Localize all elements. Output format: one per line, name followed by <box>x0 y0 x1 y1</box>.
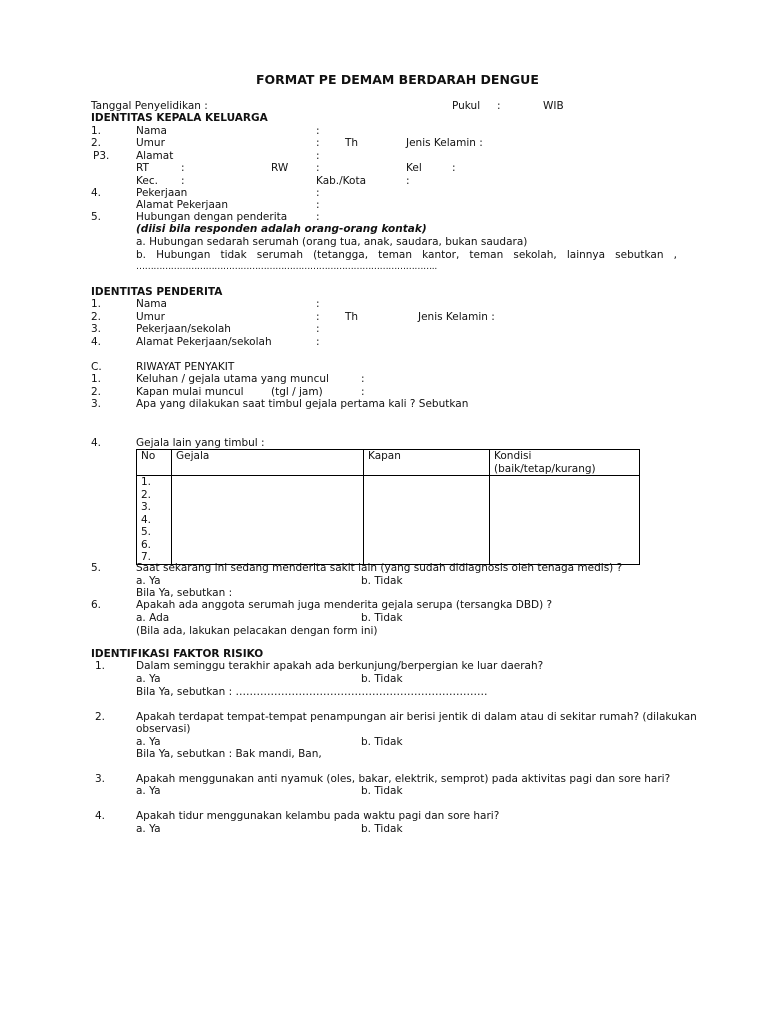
table-header-kapan: Kapan <box>364 450 490 476</box>
kk-dotted-line: ………………………………………………………………………………………….. <box>136 262 437 272</box>
riwayat-kapan-label: Kapan mulai muncul <box>136 386 244 398</box>
kk-heading: IDENTITAS KEPALA KELUARGA <box>91 112 268 124</box>
riwayat-num-3: 3. <box>91 398 102 410</box>
kk-option-b-word: (tetangga, <box>313 249 369 261</box>
kk-nama-label: Nama <box>136 125 167 137</box>
kk-alamat-pekerjaan-label: Alamat Pekerjaan <box>136 199 228 211</box>
risiko-q1: Dalam seminggu terakhir apakah ada berkunjung/berpergian ke luar daerah? <box>136 660 544 672</box>
kk-kel-label: Kel <box>406 162 422 174</box>
table-header-kondisi <box>490 450 640 476</box>
penderita-pekerjaan-colon: : <box>316 323 320 335</box>
kk-pekerjaan-colon: : <box>316 187 320 199</box>
gejala-table <box>136 449 640 565</box>
table-row-number: 3. <box>141 501 152 513</box>
riwayat-num-2: 2. <box>91 386 102 398</box>
penderita-num-4: 4. <box>91 336 102 348</box>
kk-nama-colon: : <box>316 125 320 137</box>
risiko-q4-ya: a. Ya <box>136 823 161 835</box>
kk-option-b-word: sebutkan <box>615 249 664 261</box>
penderita-alamat-label: Alamat Pekerjaan/sekolah <box>136 336 272 348</box>
pukul-label: Pukul <box>452 100 481 112</box>
kk-option-b-word: serumah <box>256 249 303 261</box>
kk-pekerjaan-label: Pekerjaan <box>136 187 188 199</box>
tanggal-label: Tanggal Penyelidikan : <box>91 100 208 112</box>
penderita-num-2: 2. <box>91 311 102 323</box>
risiko-num-2: 2. <box>95 711 106 723</box>
kk-th-label: Th <box>345 137 359 149</box>
penderita-heading: IDENTITAS PENDERITA <box>91 286 223 298</box>
risiko-q2-ya: a. Ya <box>136 736 161 748</box>
table-header-gejala: Gejala <box>172 450 364 476</box>
kk-kel-colon: : <box>452 162 456 174</box>
kk-hubungan-label: Hubungan dengan penderita <box>136 211 288 223</box>
table-row-number: 1. <box>141 476 152 488</box>
riwayat-anggota-tidak: b. Tidak <box>361 612 403 624</box>
risiko-q2-tidak: b. Tidak <box>361 736 403 748</box>
riwayat-keluhan-colon: : <box>361 373 365 385</box>
kk-option-b-word: , <box>673 249 677 261</box>
riwayat-sakit-lain-question: Saat sekarang ini sedang menderita sakit lain (yang sudah didiagnosis oleh tenaga medis) ? <box>136 562 623 574</box>
wib-label: WIB <box>543 100 564 112</box>
table-cell-kondisi[interactable] <box>490 476 640 565</box>
penderita-umur-colon: : <box>316 311 320 323</box>
riwayat-bila-ya: Bila Ya, sebutkan : <box>136 587 233 599</box>
risiko-q4: Apakah tidur menggunakan kelambu pada waktu pagi dan sore hari? <box>136 810 500 822</box>
riwayat-bila-ada: (Bila ada, lakukan pelacakan dengan form ini) <box>136 625 378 637</box>
kk-umur-colon: : <box>316 137 320 149</box>
table-row-numbers <box>137 476 172 565</box>
kk-option-b-word: tidak <box>220 249 247 261</box>
risiko-q2-bila: Bila Ya, sebutkan : Bak mandi, Ban, <box>136 748 322 760</box>
kk-option-b-word: b. <box>136 249 147 261</box>
riwayat-section-letter: C. <box>91 361 102 373</box>
risiko-num-3: 3. <box>95 773 106 785</box>
risiko-q1-bila: Bila Ya, sebutkan : ……………………………………………………………… <box>136 686 488 698</box>
risiko-q3: Apakah menggunakan anti nyamuk (oles, bakar, elektrik, semprot) pada aktivitas pagi dan sore hari? <box>136 773 671 785</box>
riwayat-keluhan-label: Keluhan / gejala utama yang muncul <box>136 373 329 385</box>
pukul-colon: : <box>497 100 501 112</box>
kk-option-a: a. Hubungan sedarah serumah (orang tua, anak, saudara, bukan saudara) <box>136 236 528 248</box>
riwayat-kapan-colon: : <box>361 386 365 398</box>
penderita-umur-label: Umur <box>136 311 165 323</box>
kk-num-5: 5. <box>91 211 102 223</box>
kk-kec-label: Kec. <box>136 175 158 187</box>
table-header-kondisi-label: Kondisi <box>494 450 532 462</box>
kk-num-2: 2. <box>91 137 102 149</box>
kk-jk-label: Jenis Kelamin : <box>406 137 483 149</box>
penderita-num-3: 3. <box>91 323 102 335</box>
riwayat-num-6: 6. <box>91 599 102 611</box>
risiko-num-1: 1. <box>95 660 106 672</box>
risiko-q2-cont: observasi) <box>136 723 191 735</box>
risiko-heading: IDENTIFIKASI FAKTOR RISIKO <box>91 648 264 660</box>
penderita-th-label: Th <box>345 311 359 323</box>
risiko-q3-tidak: b. Tidak <box>361 785 403 797</box>
riwayat-num-5: 5. <box>91 562 102 574</box>
table-header-no: No <box>137 450 172 476</box>
kk-alamat-label: Alamat <box>136 150 174 162</box>
penderita-jk-label: Jenis Kelamin : <box>418 311 495 323</box>
riwayat-apa-label: Apa yang dilakukan saat timbul gejala pertama kali ? Sebutkan <box>136 398 469 410</box>
penderita-nama-colon: : <box>316 298 320 310</box>
penderita-num-1: 1. <box>91 298 102 310</box>
kk-kab-label: Kab./Kota <box>316 175 367 187</box>
kk-kec-colon: : <box>181 175 185 187</box>
table-row-number: 6. <box>141 538 152 551</box>
kk-hubungan-colon: : <box>316 211 320 223</box>
risiko-q2: Apakah terdapat tempat-tempat penampungan air berisi jentik di dalam atau di sekitar rumah? (dilakukan <box>136 711 697 723</box>
kk-rw-label: RW <box>271 162 289 174</box>
riwayat-gejala-lain-label: Gejala lain yang timbul : <box>136 437 265 449</box>
kk-kab-colon: : <box>406 175 410 187</box>
riwayat-sakit-lain-ya: a. Ya <box>136 575 161 587</box>
risiko-q1-ya: a. Ya <box>136 673 161 685</box>
kk-note: (diisi bila responden adalah orang-orang kontak) <box>136 223 427 235</box>
penderita-pekerjaan-label: Pekerjaan/sekolah <box>136 323 231 335</box>
table-row-number: 4. <box>141 513 152 526</box>
table-row-number: 7. <box>141 551 152 563</box>
table-header-kondisi-sub: (baik/tetap/kurang) <box>494 462 596 475</box>
table-row <box>137 476 640 565</box>
riwayat-sakit-lain-tidak: b. Tidak <box>361 575 403 587</box>
kk-num-4: 4. <box>91 187 102 199</box>
table-cell-kapan[interactable] <box>364 476 490 565</box>
penderita-alamat-colon: : <box>316 336 320 348</box>
kk-num-3: P3. <box>93 150 110 162</box>
kk-option-b-word: lainnya <box>566 249 606 261</box>
kk-option-b-word: sekolah, <box>513 249 557 261</box>
riwayat-heading: RIWAYAT PENYAKIT <box>136 361 235 373</box>
risiko-q1-tidak: b. Tidak <box>361 673 403 685</box>
kk-option-b-word: teman <box>469 249 504 261</box>
kk-num-1: 1. <box>91 125 102 137</box>
riwayat-anggota-question: Apakah ada anggota serumah juga menderita gejala serupa (tersangka DBD) ? <box>136 599 553 611</box>
risiko-q4-tidak: b. Tidak <box>361 823 403 835</box>
table-row-number: 2. <box>141 488 152 501</box>
table-cell-gejala[interactable] <box>172 476 364 565</box>
risiko-num-4: 4. <box>95 810 106 822</box>
kk-option-b-word: kantor, <box>422 249 460 261</box>
table-header-row <box>137 450 640 476</box>
kk-rw-colon: : <box>316 162 320 174</box>
riwayat-num-4: 4. <box>91 437 102 449</box>
kk-option-b-word: teman <box>378 249 413 261</box>
table-row-number: 5. <box>141 526 152 538</box>
risiko-q3-ya: a. Ya <box>136 785 161 797</box>
penderita-nama-label: Nama <box>136 298 167 310</box>
form-title: FORMAT PE DEMAM BERDARAH DENGUE <box>256 72 539 87</box>
kk-rt-colon: : <box>181 162 185 174</box>
kk-alamat-colon: : <box>316 150 320 162</box>
riwayat-anggota-ada: a. Ada <box>136 612 170 624</box>
riwayat-tgl-label: (tgl / jam) <box>271 386 323 398</box>
riwayat-num-1: 1. <box>91 373 102 385</box>
kk-option-b-word: Hubungan <box>156 249 211 261</box>
kk-umur-label: Umur <box>136 137 165 149</box>
kk-rt-label: RT <box>136 162 149 174</box>
kk-alamat-pekerjaan-colon: : <box>316 199 320 211</box>
